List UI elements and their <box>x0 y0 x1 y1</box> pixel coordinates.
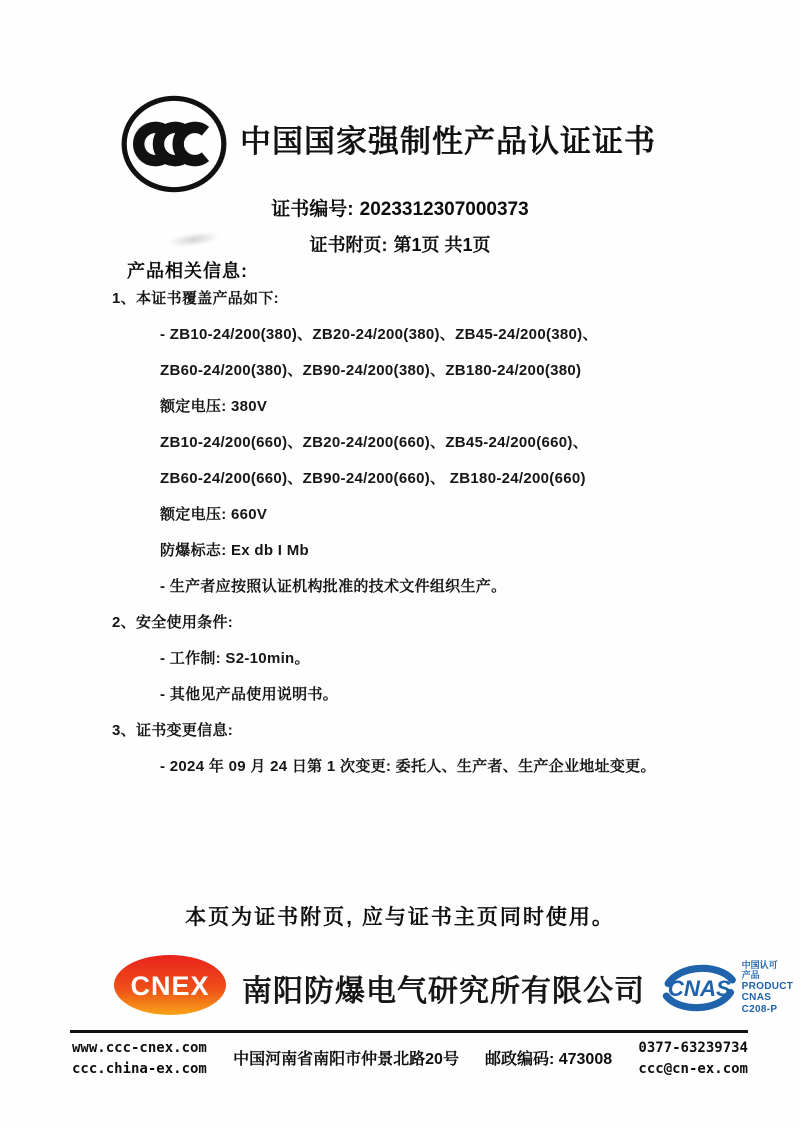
body-line: - ZB10-24/200(380)、ZB20-24/200(380)、ZB45-24/200(380)、 <box>160 326 598 343</box>
issuer-logo-row <box>0 953 800 1022</box>
body-line: - 2024 年 09 月 24 日第 1 次变更: 委托人、生产者、生产企业地址变更。 <box>160 758 656 775</box>
certificate-page-label: 证书附页: <box>309 235 388 255</box>
body-line: 3、证书变更信息: <box>112 722 234 739</box>
cnas-accreditation-mark <box>661 959 800 1017</box>
body-line: ZB60-24/200(660)、ZB90-24/200(660)、 ZB180-24/200(660) <box>160 470 586 487</box>
contact-bar <box>72 1038 748 1080</box>
body-line: 1、本证书覆盖产品如下: <box>112 290 279 307</box>
body-line: ZB10-24/200(660)、ZB20-24/200(660)、ZB45-24/200(660)、 <box>160 434 589 451</box>
issuer-address: 中国河南省南阳市仲景北路20号 <box>233 1051 459 1068</box>
issuer-phone: 0377-63239734 <box>638 1040 748 1056</box>
body-line: - 生产者应按照认证机构批准的技术文件组织生产。 <box>160 578 507 595</box>
document-title: 中国国家强制性产品认证证书 <box>240 124 656 159</box>
body-line: ZB60-24/200(380)、ZB90-24/200(380)、ZB180-24/200(380) <box>160 362 582 379</box>
body-line: - 工作制: S2-10min。 <box>160 650 310 667</box>
certificate-page-value: 第1页 共1页 <box>393 235 491 255</box>
issuer-company-name: 南阳防爆电气研究所有限公司 <box>242 974 645 1008</box>
website-url: ccc.china-ex.com <box>72 1061 207 1077</box>
footer-divider <box>70 1030 748 1033</box>
body-line: 2、安全使用条件: <box>112 614 234 631</box>
certificate-number-label: 证书编号: <box>271 199 354 220</box>
certificate-number-line <box>0 194 800 221</box>
cnas-caption-line: PRODUCT <box>741 980 794 992</box>
cnas-logo-icon <box>661 959 738 1017</box>
cnas-caption-line: CNAS C208-P <box>741 992 778 1015</box>
certificate-body <box>0 281 800 785</box>
website-url: www.ccc-cnex.com <box>72 1040 207 1056</box>
certificate-number-value: 2023312307000373 <box>359 199 529 220</box>
certificate-page-line <box>0 231 800 257</box>
ccc-mark-icon <box>120 90 228 203</box>
cnas-caption-line: 中国认可 <box>741 959 778 970</box>
body-line: - 其他见产品使用说明书。 <box>160 686 339 703</box>
contact-phone-email <box>638 1038 748 1080</box>
body-line: 额定电压: 660V <box>160 506 268 523</box>
issuer-postcode: 邮政编码: 473008 <box>484 1051 613 1068</box>
svg-text:CNEX: CNEX <box>130 971 210 1001</box>
contact-websites <box>72 1038 207 1080</box>
contact-address-block <box>233 1038 612 1069</box>
cnas-caption <box>742 960 800 1015</box>
body-line: 防爆标志: Ex db I Mb <box>160 542 309 559</box>
svg-text:CNAS: CNAS <box>667 975 731 1001</box>
issuer-email: ccc@cn-ex.com <box>638 1061 748 1077</box>
cnas-caption-line: 产品 <box>741 970 760 981</box>
body-line: 额定电压: 380V <box>160 398 268 415</box>
cnex-logo-icon <box>112 953 228 1022</box>
section-title-product-info: 产品相关信息: <box>127 261 248 281</box>
attachment-usage-note: 本页为证书附页, 应与证书主页同时使用。 <box>185 906 615 929</box>
